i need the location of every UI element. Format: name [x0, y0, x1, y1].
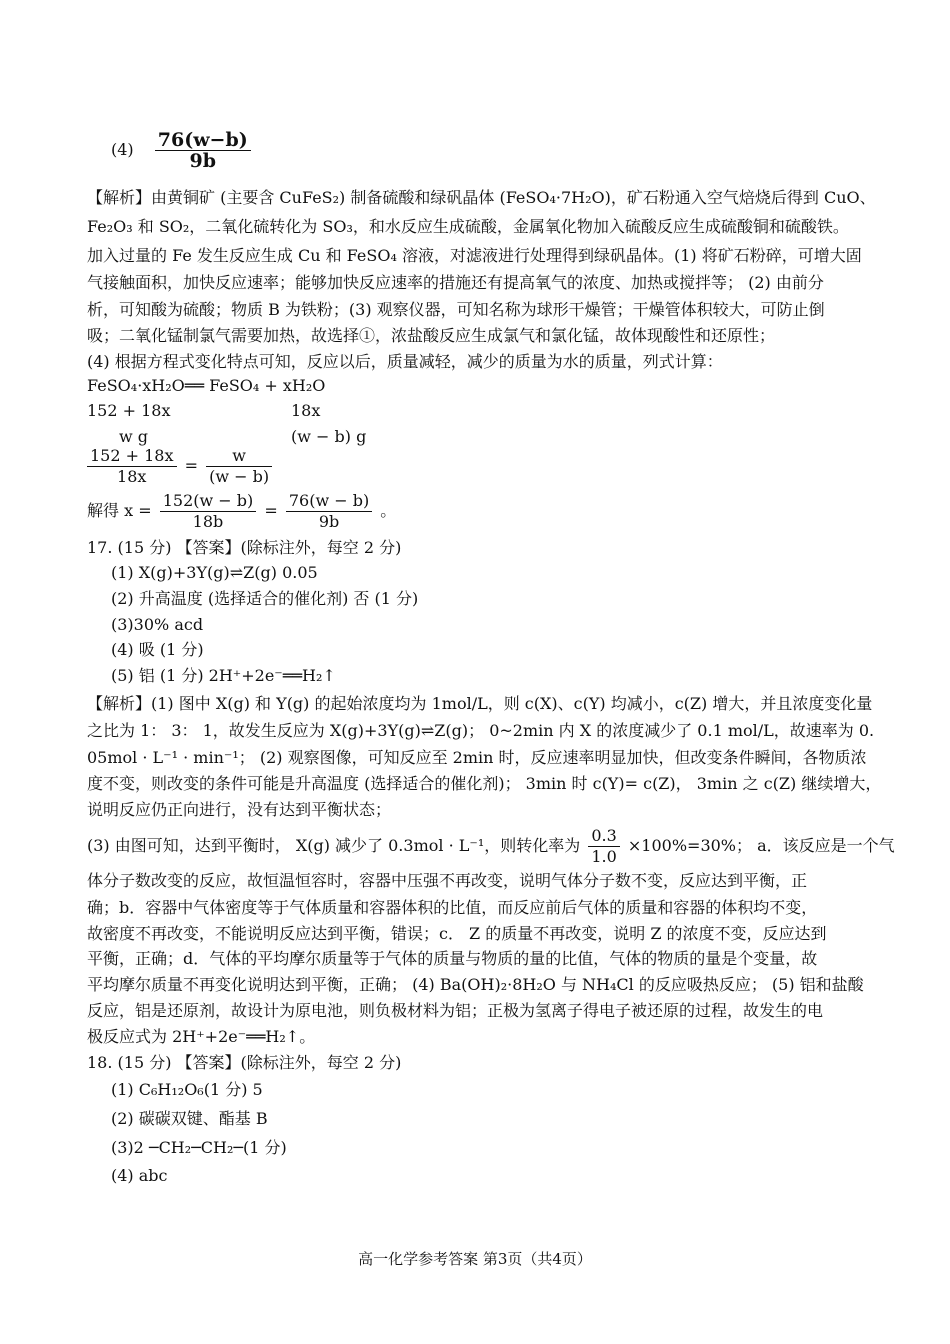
q17-analysis2-line: 故密度不再改变，不能说明反应达到平衡，错误；c． Z 的质量不再改变，说明 Z 的浓度不变，反应达到	[87, 924, 827, 943]
analysis-16-line: 加入过量的 Fe 发生反应生成 Cu 和 FeSO₄ 溶液，对滤液进行处理得到绿矾晶体。(1) 将矿石粉碎，可增大固	[87, 246, 862, 265]
ratio-right-den: (w − b)	[209, 467, 270, 486]
answer-4-numerator: 76(w−b)	[155, 130, 251, 151]
ratio-right	[206, 446, 272, 487]
q18-header: 18. (15 分) 【答案】(除标注外，每空 2 分)	[87, 1053, 402, 1072]
conversion-prefix: (3) 由图可知，达到平衡时， X(g) 减少了 0.3mol · L⁻¹，则转化率为	[87, 836, 581, 855]
q17-analysis-line: 05mol · L⁻¹ · min⁻¹； (2) 观察图像，可知反应至 2min 时，反应速率明显加快，但改变条件瞬间，各物质浓	[87, 748, 867, 767]
analysis-16-line: Fe₂O₃ 和 SO₂，二氧化硫转化为 SO₃，和水反应生成硫酸，金属氧化物加入硫酸反应生成硫酸铜和硫酸铁。	[87, 217, 849, 236]
answer-4-label: (4)	[111, 140, 134, 159]
analysis-16-line: 析，可知酸为硫酸；物质 B 为铁粉；(3) 观察仪器，可知名称为球形干燥管；干燥管体积较大，可防止倒	[87, 300, 825, 319]
calc-solve	[87, 491, 870, 532]
q17-analysis2-line: 平均摩尔质量不再变化说明达到平衡，正确； (4) Ba(OH)₂·8H₂O 与 NH₄Cl 的反应吸热反应； (5) 铝和盐酸	[87, 975, 864, 994]
answer-4	[111, 130, 870, 171]
solve-prefix: 解得 x =	[87, 501, 152, 520]
solve-fraction-2	[286, 491, 372, 532]
answer-4-denominator: 9b	[189, 150, 217, 172]
conversion-suffix: ×100%=30%； a．该反应是一个气	[627, 836, 895, 855]
q17-analysis2-line: 平衡，正确；d．气体的平均摩尔质量等于气体的质量与物质的量的比值，气体的物质的量是个变量，故	[87, 949, 818, 968]
analysis-16-line: 吸；二氧化锰制氯气需要加热，故选择①，浓盐酸反应生成氯气和氯化锰，故体现酸性和还原性；	[87, 326, 776, 345]
q17-answer: (5) 铝 (1 分) 2H⁺+2e⁻══H₂↑	[111, 666, 336, 685]
q17-analysis2-line: 极反应式为 2H⁺+2e⁻══H₂↑。	[87, 1027, 316, 1046]
conversion-num: 0.3	[588, 826, 619, 847]
analysis-16-line: (4) 根据方程式变化特点可知，反应以后，质量减轻，减少的质量为水的质量，列式计算：	[87, 352, 723, 371]
q17-answer: (3)30% acd	[111, 615, 204, 634]
ratio-left	[87, 446, 177, 487]
q17-analysis2-line: 反应，铝是还原剂，故设计为原电池，则负极材料为铝；正极为氢离子得电子被还原的过程，故发生的电	[87, 1001, 824, 1020]
analysis-16-line: 气接触面积，加快反应速率；能够加快反应速率的措施还有提高氧气的浓度、加热或搅拌等； (2) 由前分	[87, 273, 824, 292]
solve-den-2: 9b	[318, 512, 340, 531]
page-footer: 高一化学参考答案 第3页（共4页）	[358, 1250, 592, 1268]
q17-analysis-line: 说明反应仍正向进行，没有达到平衡状态；	[87, 800, 392, 819]
calc-row-2-right: (w − b) g	[291, 427, 367, 446]
q17-analysis-line: 【解析】(1) 图中 X(g) 和 Y(g) 的起始浓度均为 1mol/L，则 c(X)、c(Y) 均减小，c(Z) 增大，并且浓度变化量	[87, 694, 873, 713]
equals-sign: =	[264, 501, 278, 520]
ratio-left-den: 18x	[117, 467, 147, 486]
conversion-den: 1.0	[591, 847, 617, 866]
calc-row-1	[87, 398, 870, 424]
equation: FeSO₄·xH₂O══ FeSO₄ + xH₂O	[87, 376, 326, 395]
q17-analysis-line: 度不变，则改变的条件可能是升高温度 (选择适合的催化剂)； 3min 时 c(Y)= c(Z)， 3min 之 c(Z) 继续增大，	[87, 774, 882, 793]
calc-row-2-left: w g	[119, 427, 149, 446]
solve-den-1: 18b	[192, 512, 224, 531]
q18-answer: (3)2 ─CH₂─CH₂─(1 分)	[111, 1138, 287, 1157]
q17-answer: (4) 吸 (1 分)	[111, 640, 204, 659]
equals-sign: =	[184, 456, 198, 475]
q17-header: 17. (15 分) 【答案】(除标注外，每空 2 分)	[87, 538, 402, 557]
ratio-left-num: 152 + 18x	[87, 446, 177, 467]
ratio-right-num: w	[206, 446, 272, 467]
analysis-16-line: 【解析】由黄铜矿 (主要含 CuFeS₂) 制备硫酸和绿矾晶体 (FeSO₄·7H₂O)，矿石粉通入空气焙烧后得到 CuO、	[87, 188, 876, 207]
q17-analysis2-line: 确；b．容器中气体密度等于气体质量和容器体积的比值，而反应前后气体的质量和容器的体积均不变，	[87, 898, 818, 917]
q17-analysis-line: 之比为 1： 3： 1，故发生反应为 X(g)+3Y(g)⇌Z(g)； 0~2min 内 X 的浓度减少了 0.1 mol/L，故速率为 0.	[87, 721, 875, 740]
solve-num-1: 152(w − b)	[160, 491, 257, 512]
q18-answer: (1) C₆H₁₂O₆(1 分) 5	[111, 1080, 263, 1099]
answer-4-fraction	[155, 130, 251, 171]
q17-conversion	[87, 826, 895, 867]
solve-fraction-1	[160, 491, 257, 532]
q18-answer: (4) abc	[111, 1166, 168, 1185]
conversion-fraction	[588, 826, 619, 867]
calc-row-1-left: 152 + 18x	[87, 401, 171, 420]
calc-ratio	[87, 446, 870, 487]
solve-end: 。	[380, 501, 397, 520]
q17-answer: (1) X(g)+3Y(g)⇌Z(g) 0.05	[111, 563, 318, 582]
q17-answer: (2) 升高温度 (选择适合的催化剂) 否 (1 分)	[111, 589, 419, 608]
q17-analysis2-line: 体分子数改变的反应，故恒温恒容时，容器中压强不再改变，说明气体分子数不变，反应达到平衡，正	[87, 871, 808, 890]
solve-num-2: 76(w − b)	[286, 491, 372, 512]
q18-answer: (2) 碳碳双键、酯基 B	[111, 1109, 268, 1128]
calc-row-1-right: 18x	[291, 401, 321, 420]
